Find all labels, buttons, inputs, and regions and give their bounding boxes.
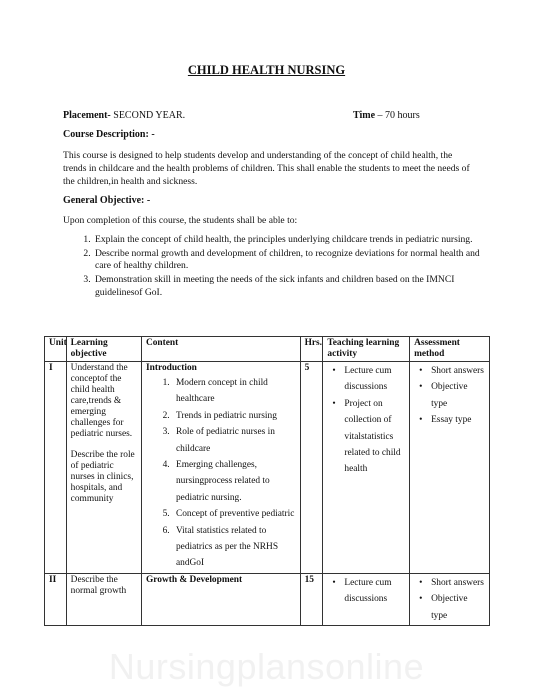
content-list <box>146 375 296 572</box>
list-item: • Essay type <box>431 412 485 428</box>
objective-text: Understand the conceptof the child health care,trends & emerging challenges for pediatric nurses. <box>70 363 133 439</box>
time-label: Time <box>353 110 376 121</box>
header-teaching-activity: Teaching learning activity <box>323 337 410 362</box>
assessment-list <box>414 363 485 429</box>
general-objective-intro: Upon completion of this course, the students shall be able to: <box>63 215 298 226</box>
teaching-cell <box>323 573 410 625</box>
list-item: 1. Modern concept in child healthcare <box>172 375 296 408</box>
placement-value: SECOND YEAR. <box>110 110 186 121</box>
objective-text: Describe the role of pediatric nurses in clinics, hospitals, and community <box>70 450 135 504</box>
time-line <box>353 110 420 121</box>
course-description-text: This course is designed to help students develop and understanding of the concept of child health, the trends in childcare and the health problems of children. This shall enable the students to meet the needs of the children,in health and sickness. <box>63 150 470 187</box>
content-cell <box>141 362 300 574</box>
table-header-row <box>45 337 490 362</box>
content-title: Introduction <box>145 363 197 373</box>
header-hrs: Hrs. <box>300 337 323 362</box>
objective-cell <box>66 362 141 574</box>
list-item: • Short answers <box>431 363 485 379</box>
table-row <box>45 362 490 574</box>
list-item: 3. Role of pediatric nurses in childcare <box>172 424 296 457</box>
unit-cell: II <box>45 573 67 625</box>
placement-label: Placement- <box>63 110 111 121</box>
list-item: • Short answers <box>431 575 485 591</box>
list-item: • Lecture cum discussions <box>344 575 405 608</box>
list-item: • Objective type <box>431 591 485 624</box>
list-item: • Objective type <box>431 379 485 412</box>
header-learning-objective: Learning objective <box>66 337 141 362</box>
content-title: Growth & Development <box>145 574 243 585</box>
assessment-cell <box>410 573 490 625</box>
placement-line <box>63 110 185 121</box>
course-table <box>44 336 490 626</box>
content-cell <box>141 573 300 625</box>
assessment-list <box>414 575 485 624</box>
assessment-cell <box>410 362 490 574</box>
hours-cell: 5 <box>300 362 323 574</box>
objective-cell <box>66 573 141 625</box>
general-objective-heading: General Objective: - <box>63 195 151 206</box>
objective-text: Describe the normal growth <box>70 574 127 596</box>
list-item: 1. Explain the concept of child health, the principles underlying childcare trends in pediatric nursing. <box>93 234 488 246</box>
teaching-list <box>327 363 405 478</box>
list-item: 3. Demonstration skill in meeting the needs of the sick infants and children based on the IMNCI guidelinesof GoI. <box>93 274 488 299</box>
list-item: • Lecture cum discussions <box>344 363 405 396</box>
time-value: – 70 hours <box>375 110 420 121</box>
hours-cell: 15 <box>300 573 323 625</box>
unit-cell: I <box>45 362 67 574</box>
general-objectives-list <box>77 234 488 301</box>
header-assessment-method: Assessment method <box>410 337 490 362</box>
list-item: • Project on collection of vitalstatistics related to child health <box>344 396 405 478</box>
list-item: 5. Concept of preventive pediatric <box>172 506 296 522</box>
course-description-heading: Course Description: - <box>63 129 155 140</box>
table-row <box>45 573 490 625</box>
teaching-cell <box>323 362 410 574</box>
header-unit: Unit <box>45 337 67 362</box>
header-content: Content <box>141 337 300 362</box>
list-item: 4. Emerging challenges, nursingprocess related to pediatric nursing. <box>172 457 296 506</box>
document-title: CHILD HEALTH NURSING <box>187 63 346 77</box>
list-item: 2. Describe normal growth and development of children, to recognize deviations for normal health and care of healthy children. <box>93 248 488 273</box>
list-item: 2. Trends in pediatric nursing <box>172 408 296 424</box>
watermark: Nursingplansonline <box>108 646 425 687</box>
list-item: 6. Vital statistics related to pediatrics as per the NRHS andGoI <box>172 523 296 572</box>
teaching-list <box>327 575 405 608</box>
